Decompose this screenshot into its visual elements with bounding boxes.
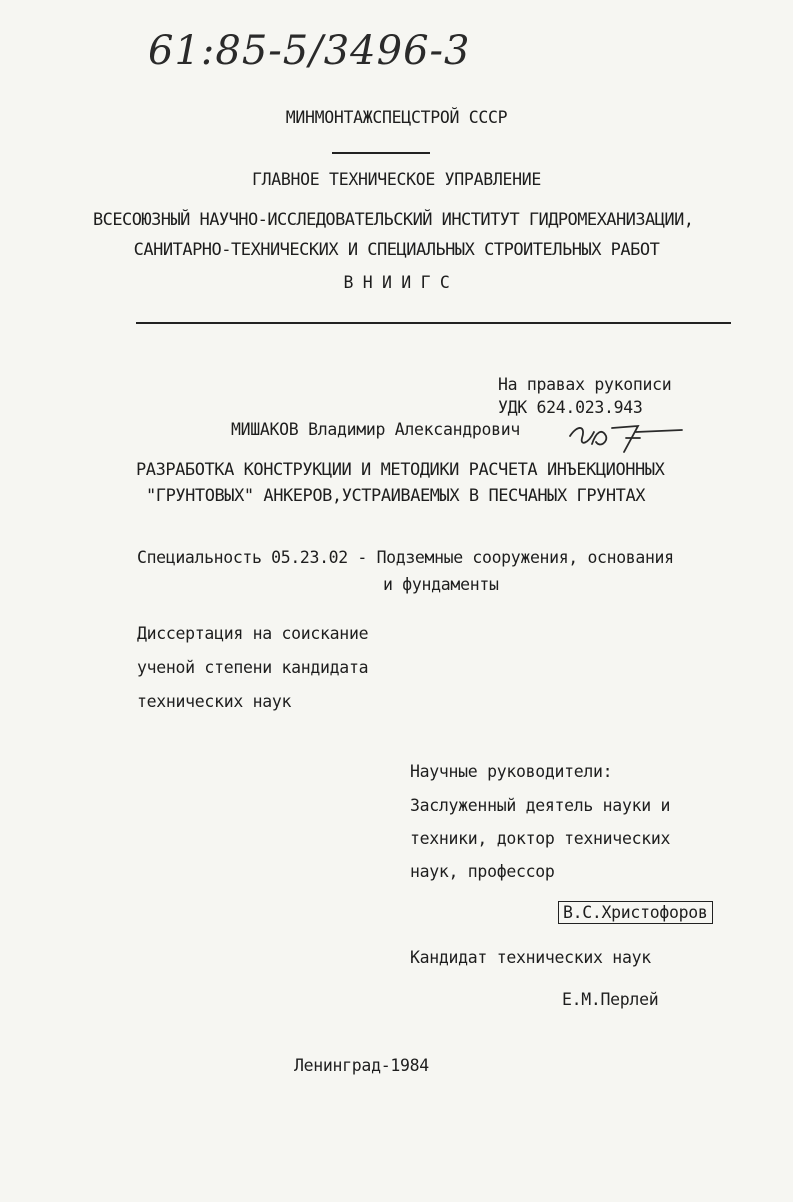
long-divider — [136, 322, 731, 324]
supervisors-heading: Научные руководители: — [410, 762, 613, 781]
author-signature — [566, 418, 686, 458]
directorate-name: ГЛАВНОЕ ТЕХНИЧЕСКОЕ УПРАВЛЕНИЕ — [251, 170, 541, 189]
institute-name-line2: САНИТАРНО-ТЕХНИЧЕСКИХ И СПЕЦИАЛЬНЫХ СТРОИТЕЛЬНЫХ РАБОТ — [133, 240, 660, 260]
specialty-line1: Специальность 05.23.02 - Подземные сооружения, основания — [137, 548, 674, 567]
city-year: Ленинград-1984 — [294, 1056, 429, 1075]
supervisor1-line3: наук, профессор — [410, 862, 555, 881]
handwritten-archive-code: 61:85-5/3496-3 — [148, 28, 471, 74]
supervisor2-title: Кандидат технических наук — [410, 948, 651, 967]
degree-line1: Диссертация на соискание — [137, 624, 369, 643]
author-name: МИШАКОВ Владимир Александрович — [231, 420, 521, 439]
manuscript-rights: На правах рукописи — [498, 375, 672, 394]
institute-abbreviation: В Н И И Г С — [343, 273, 450, 292]
short-divider — [332, 152, 430, 154]
dissertation-title-line2: "ГРУНТОВЫХ" АНКЕРОВ,УСТРАИВАЕМЫХ В ПЕСЧАНЫХ ГРУНТАХ — [146, 486, 646, 506]
supervisor1-name: В.С.Христофоров — [558, 901, 713, 924]
specialty-line2: и фундаменты — [383, 575, 499, 594]
udc-code: УДК 624.023.943 — [498, 398, 643, 417]
degree-line3: технических наук — [137, 692, 292, 711]
supervisor2-name: Е.М.Перлей — [562, 990, 659, 1009]
institute-name-line1: ВСЕСОЮЗНЫЙ НАУЧНО-ИССЛЕДОВАТЕЛЬСКИЙ ИНСТИТУТ ГИДРОМЕХАНИЗАЦИИ, — [93, 210, 694, 230]
supervisor1-line2: техники, доктор технических — [410, 829, 671, 848]
supervisor1-line1: Заслуженный деятель науки и — [410, 796, 671, 815]
dissertation-title-line1: РАЗРАБОТКА КОНСТРУКЦИИ И МЕТОДИКИ РАСЧЕТА ИНЪЕКЦИОННЫХ — [136, 460, 665, 480]
ministry-name: МИНМОНТАЖСПЕЦСТРОЙ СССР — [285, 108, 508, 127]
degree-line2: ученой степени кандидата — [137, 658, 369, 677]
